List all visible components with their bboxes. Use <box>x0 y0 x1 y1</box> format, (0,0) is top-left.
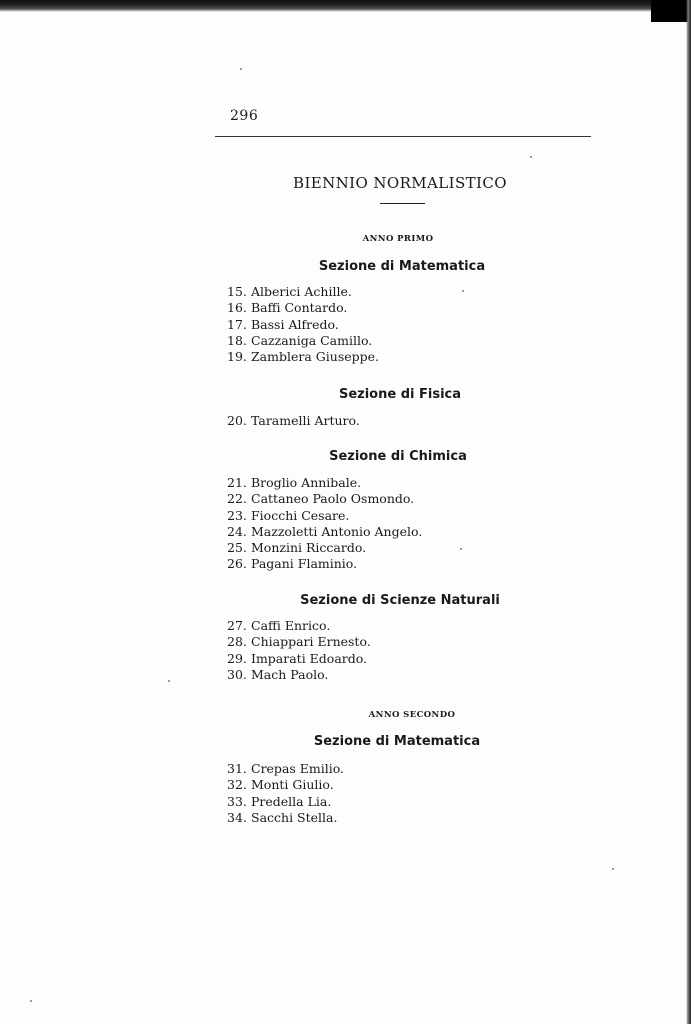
entry-number: 18. <box>227 332 247 348</box>
list-item <box>227 491 422 507</box>
list-item <box>227 413 360 429</box>
list-item <box>227 540 422 556</box>
entry-name: Monti Giulio. <box>251 777 334 793</box>
entry-name: Sacchi Stella. <box>251 809 338 825</box>
main-title: BIENNIO NORMALISTICO <box>293 174 507 192</box>
scan-right-edge <box>686 0 691 1024</box>
entry-number: 25. <box>227 540 247 556</box>
list-item <box>227 777 344 793</box>
entry-name: Zamblera Giuseppe. <box>251 349 380 365</box>
entry-name: Predella Lia. <box>251 793 332 809</box>
list-item <box>227 667 371 683</box>
year-heading-second: ANNO SECONDO <box>368 710 456 720</box>
entry-number: 19. <box>227 349 247 365</box>
section-heading-scienze-naturali: Sezione di Scienze Naturali <box>300 593 500 608</box>
scan-top-edge <box>0 0 691 12</box>
entry-name: Mach Paolo. <box>251 666 329 682</box>
scan-speck <box>30 1000 32 1002</box>
entry-number: 34. <box>227 809 247 825</box>
entry-number: 29. <box>227 650 247 666</box>
section-heading-matematica: Sezione di Matematica <box>318 259 486 274</box>
entry-name: Mazzoletti Antonio Angelo. <box>251 523 423 539</box>
section-heading-matematica-second: Sezione di Matematica <box>313 734 481 749</box>
list-item <box>227 317 379 333</box>
title-rule <box>380 203 425 204</box>
entry-number: 22. <box>227 491 247 507</box>
entry-name: Pagani Flaminio. <box>251 556 358 572</box>
entry-number: 26. <box>227 556 247 572</box>
entry-number: 33. <box>227 793 247 809</box>
section-heading-fisica: Sezione di Fisica <box>338 387 462 402</box>
entry-number: 17. <box>227 316 247 332</box>
entry-number: 23. <box>227 507 247 523</box>
student-list-chimica <box>227 475 422 573</box>
entry-number: 28. <box>227 634 247 650</box>
entry-name: Monzini Riccardo. <box>251 540 367 556</box>
student-list-matematica-second <box>227 761 344 826</box>
list-item <box>227 333 379 349</box>
scan-speck <box>462 290 464 292</box>
student-list-matematica <box>227 284 379 365</box>
entry-name: Baffi Contardo. <box>251 300 348 316</box>
entry-name: Crepas Emilio. <box>251 761 345 776</box>
entry-number: 27. <box>227 618 247 633</box>
page-number: 296 <box>230 108 259 124</box>
entry-number: 21. <box>227 475 247 490</box>
list-item <box>227 300 379 316</box>
student-list-scienze-naturali <box>227 618 371 683</box>
list-item <box>227 284 379 300</box>
entry-name: Broglio Annibale. <box>251 475 362 490</box>
entry-name: Fiocchi Cesare. <box>251 507 350 523</box>
entry-number: 24. <box>227 523 247 539</box>
section-heading-chimica: Sezione di Chimica <box>329 449 467 464</box>
list-item <box>227 761 344 777</box>
entry-number: 15. <box>227 284 247 299</box>
entry-number: 31. <box>227 761 247 776</box>
scan-speck <box>240 68 242 70</box>
list-item <box>227 508 422 524</box>
list-item <box>227 556 422 572</box>
list-item <box>227 651 371 667</box>
entry-name: Cattaneo Paolo Osmondo. <box>251 491 415 507</box>
entry-number: 16. <box>227 300 247 316</box>
scan-speck <box>530 156 532 158</box>
student-list-fisica <box>227 413 360 429</box>
scan-speck <box>168 680 170 682</box>
year-heading-first: ANNO PRIMO <box>362 234 434 244</box>
entry-name: Cazzaniga Camillo. <box>251 332 373 348</box>
entry-name: Bassi Alfredo. <box>251 316 339 332</box>
list-item <box>227 618 371 634</box>
scan-speck <box>612 868 614 870</box>
entry-number: 30. <box>227 666 247 682</box>
header-rule <box>215 136 591 137</box>
entry-name: Chiappari Ernesto. <box>251 634 371 650</box>
entry-name: Imparati Edoardo. <box>251 650 368 666</box>
entry-name: Alberici Achille. <box>251 284 352 299</box>
scan-speck <box>460 548 462 550</box>
list-item <box>227 810 344 826</box>
list-item <box>227 475 422 491</box>
entry-name: Caffi Enrico. <box>251 618 331 633</box>
list-item <box>227 794 344 810</box>
entry-name: Taramelli Arturo. <box>251 413 360 428</box>
list-item <box>227 634 371 650</box>
entry-number: 20. <box>227 413 247 428</box>
list-item <box>227 349 379 365</box>
entry-number: 32. <box>227 777 247 793</box>
list-item <box>227 524 422 540</box>
